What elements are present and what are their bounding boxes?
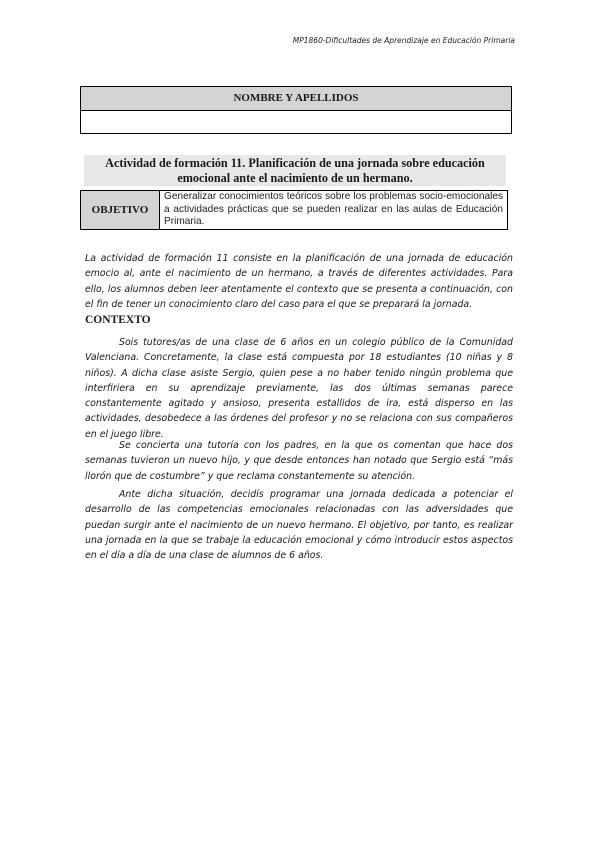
context-paragraph-2: Se concierta una tutoría con los padres, en la que os comentan que hace dos semanas tuvieron un nuevo hijo, y que desde entonces han notado que Sergio está “más llorón que de costumbre” y que reclama constantemente su atención.	[85, 440, 513, 482]
name-table-heading: NOMBRE Y APELLIDOS	[81, 87, 511, 111]
running-header: MP1860-Dificultades de Aprendizaje en Educación Primaria	[292, 36, 515, 45]
objective-text: Generalizar conocimientos teóricos sobre los problemas socio-emocionales a actividades prácticas que se pueden realizar en las aulas de Educación Primaria.	[164, 191, 503, 227]
intro-paragraph: La actividad de formación 11 consiste en la planificación de una jornada de educación emocio al, ante el nacimiento de un hermano, a través de diferentes actividades. Para ello, los alumnos deben leer atentamente el contexto que se presenta a continuación, con el fin de tener un conocimiento claro del caso para el que se preparará la jornada.	[85, 253, 513, 310]
objective-table	[80, 190, 508, 230]
activity-title-line-2: emocional ante el nacimiento de un hermano.	[177, 170, 413, 185]
context-paragraph-3: Ante dicha situación, decidís programar una jornada dedicada a potenciar el desarrollo de las competencias emocionales relacionadas con las adversidades que puedan surgir ante el nacimiento de un nuevo hermano. El objetivo, por tanto, es realizar una jornada en la que se trabaje la educación emocional y cómo introducir estos aspectos en el día a día de una clase de alumnos de 6 años.	[85, 489, 513, 562]
name-input-field[interactable]	[81, 111, 511, 133]
objective-label: OBJETIVO	[81, 191, 160, 229]
activity-title-line-1: Actividad de formación 11. Planificación de una jornada sobre educación	[105, 156, 485, 170]
activity-title	[84, 155, 506, 186]
context-paragraph-1: Sois tutores/as de una clase de 6 años en un colegio público de la Comunidad Valenciana. Concretamente, la clase está compuesta por 18 estudiantes (10 niñas y 8 niños). A dicha clase asiste Sergio, quien pese a no haber tenido ningún problema que interfiriera en su aprendizaje previamente, las dos últimas semanas parece constantemente agitado y ansioso, presenta estallidos de ira, está disperso en las actividades, desobedece a las órdenes del profesor y no se relaciona con sus compañeros en el juego libre.	[85, 337, 513, 440]
name-table	[80, 86, 512, 134]
context-heading: CONTEXTO	[85, 314, 151, 326]
